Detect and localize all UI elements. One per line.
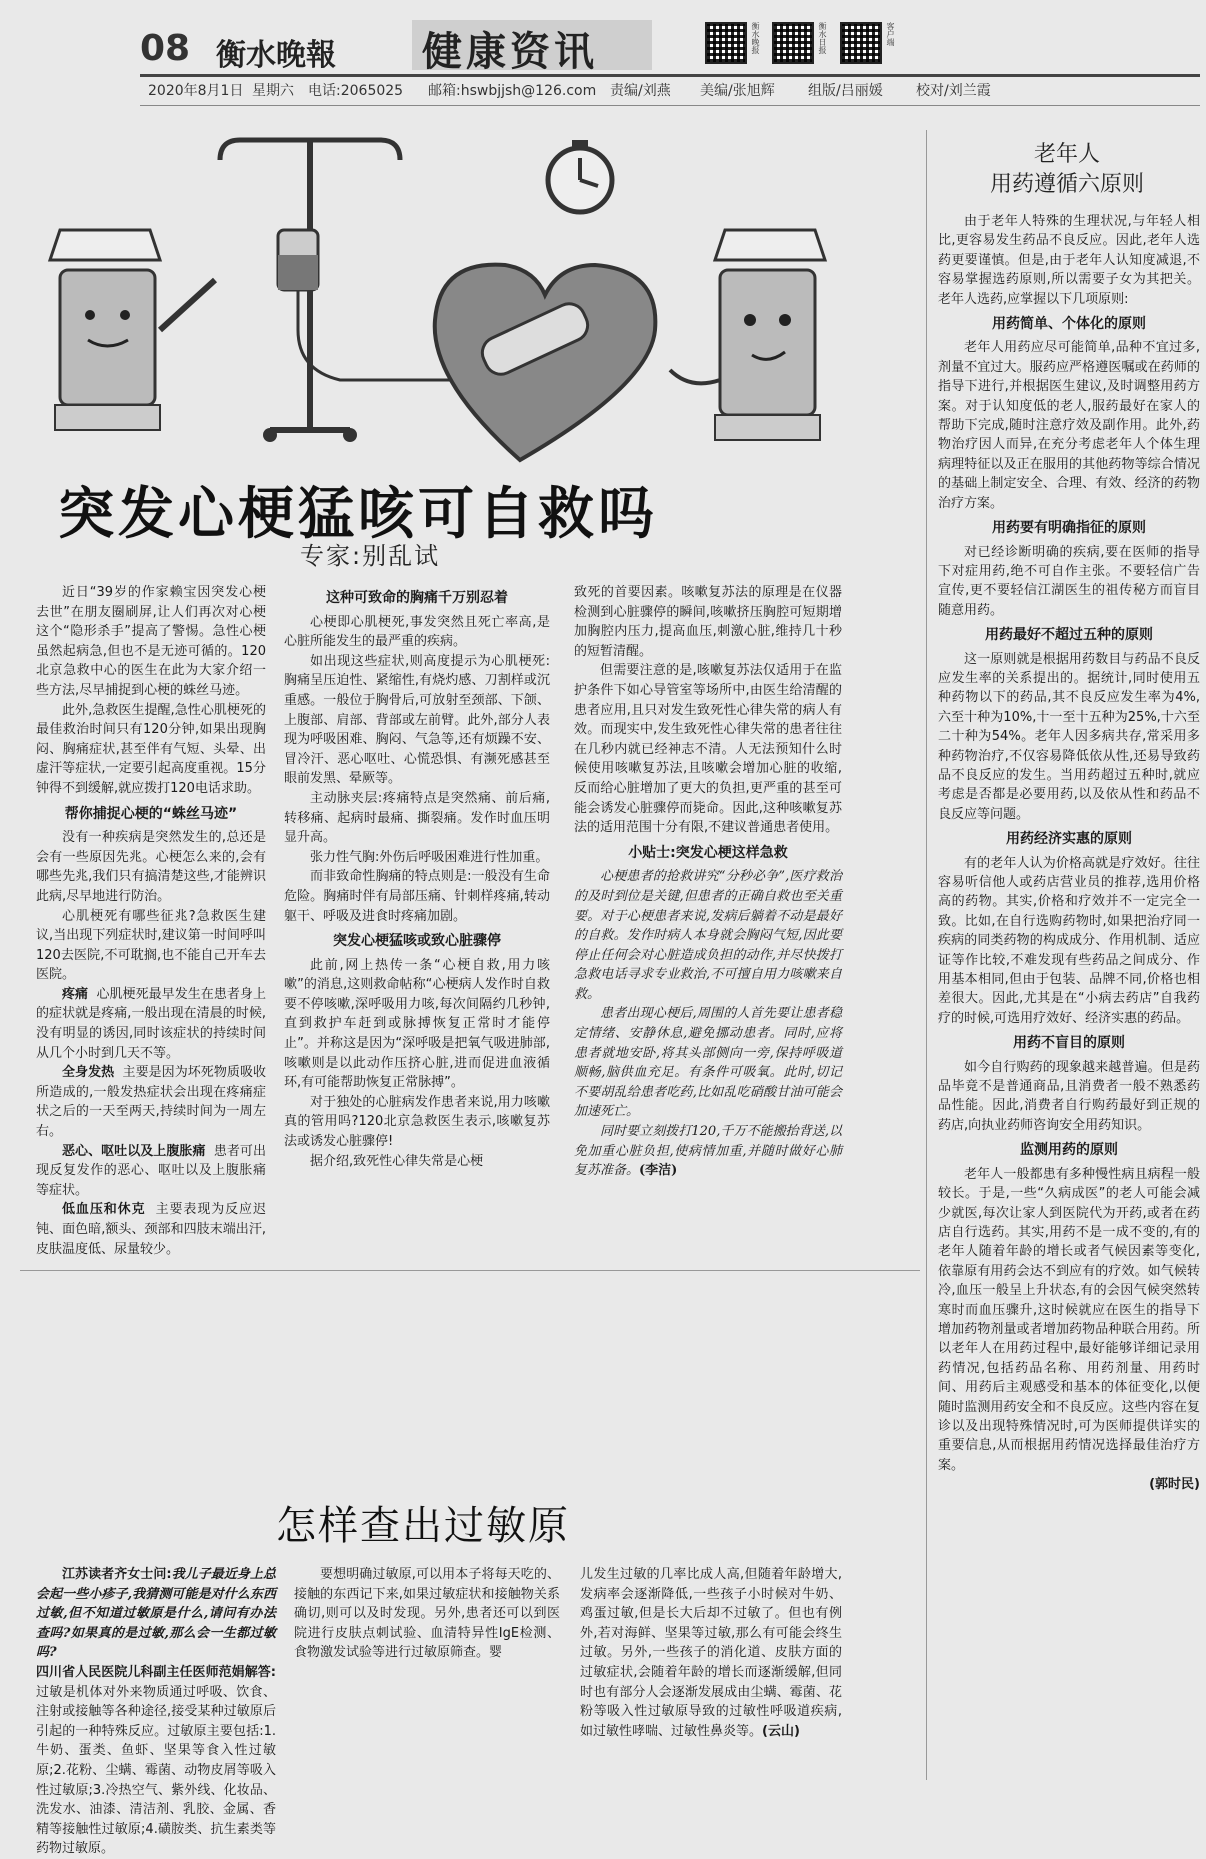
paragraph: 由于老年人特殊的生理状况,与年轻人相比,更容易发生药品不良反应。因此,老年人选药更要谨慎。但是,由于老年人认知度减退,不容易掌握选药原则,所以需要子女为其把关。老年人选药,应掌握以下几项原则:	[938, 214, 1200, 307]
answer-text: 过敏是机体对外来物质通过呼吸、饮食、注射或接触等各种途径,接受某种过敏原后引起的一种特殊反应。过敏原主要包括:1.牛奶、蛋类、鱼虾、坚果等食入性过敏原;2.花粉、尘螨、霉菌、动物皮屑等吸入性过敏原;3.冷热空气、紫外线、化妆品、洗发水、油漆、清洁剂、乳胶、金属、香精等接触性过敏原;4.磺胺类、抗生素类等药物过敏原。	[36, 1684, 276, 1857]
qr-label: 客户端	[886, 22, 895, 46]
question-asker: 江苏读者齐女士问:	[62, 1567, 172, 1582]
email: 邮箱:hswbjjsh@126.com	[428, 83, 597, 99]
article3-column-3	[580, 1565, 842, 1741]
symptom-text: 主要表现为反应迟钝、面色暗,额头、颈部和四肢末端出汗,皮肤温度低、尿量较少。	[36, 1202, 266, 1257]
symptom-label: 低血压和休克	[62, 1202, 146, 1218]
subheading: 用药经济实惠的原则	[1006, 831, 1132, 848]
paragraph: 要想明确过敏原,可以用本子将每天吃的、接触的东西记下来,如果过敏症状和接触物关系确切,则可以及时发现。另外,患者还可以到医院进行皮肤点刺试验、血清特异性IgE检测、食物激发试验等进行过敏原筛查。婴	[294, 1567, 560, 1661]
section-title: 健康资讯	[422, 29, 598, 75]
subheading: 用药简单、个体化的原则	[992, 316, 1146, 333]
article2-title-line-2: 用药遵循六原则	[989, 172, 1144, 197]
symptom-label: 疼痛	[62, 986, 89, 1002]
paragraph: 对于独处的心脏病发作患者来说,用力咳嗽真的管用吗?120北京急救医生表示,咳嗽复苏法或诱发心脏骤停!	[284, 1094, 550, 1150]
qr-code-icon	[772, 22, 814, 64]
symptom-item	[36, 1200, 266, 1259]
paragraph: 而非致命性胸痛的特点则是:一般没有生命危险。胸痛时伴有局部压痛、针刺样疼痛,转动躯干、呼吸及进食时疼痛加剧。	[284, 869, 550, 924]
paragraph: 没有一种疾病是突然发生的,总还是会有一些原因先兆。心梗怎么来的,会有哪些先兆,我们只有搞清楚这些,才能辨识此病,尽早地进行防治。	[36, 830, 266, 904]
article1-column-3	[574, 583, 842, 1181]
issue-weekday: 星期六	[252, 83, 294, 99]
clock-icon	[548, 140, 612, 212]
tip-paragraph: 同时要立刻拨打120,千万不能搬抬背送,以免加重心脏负担,使病情加重,并随时做好心肺复苏准备。(李洁)	[574, 1124, 842, 1179]
heart-bandage-icon	[435, 265, 656, 460]
symptom-item	[36, 1142, 266, 1201]
paragraph: 主动脉夹层:疼痛特点是突然痛、前后痛,转移痛、起病时最痛、撕裂痛。发作时血压明显升高。	[284, 790, 550, 846]
article2-body	[938, 212, 1200, 1495]
article2-title-line-1: 老年人	[1033, 142, 1100, 167]
paragraph: 有的老年人认为价格高就是疗效好。往往容易听信他人或药店营业员的推荐,选用价格高的药物。其实,价格和疗效并不一定完全一致。比如,在自行选购药物时,如果把治疗同一疾病的同类药物的构成成分、作用机制、适应证等作比较,不难发现有些药品之间成分、作用基本相同,但由于包装、品牌不同,价格也相差很大。因此,尤其是在“小病去药店”自我药疗的时候,可选用疗效好、经济实惠的药品。	[938, 855, 1200, 1026]
tip-paragraph: 患者出现心梗后,周围的人首先要让患者稳定情绪、安静休息,避免挪动患者。同时,应将患者就地安卧,将其头部侧向一旁,保持呼吸道顺畅,脑供血充足。有条件可吸氧。此时,切记不要胡乱给患者吃药,比如乱吃硝酸甘油可能会加速死亡。	[574, 1006, 842, 1120]
paragraph: 心梗即心肌梗死,事发突然且死亡率高,是心脏所能发生的最严重的疾病。	[284, 614, 550, 650]
article2-title	[936, 140, 1198, 200]
doctor-figure-icon	[670, 230, 825, 440]
paragraph: 老年人一般都患有多种慢性病且病程一般较长。于是,一些“久病成医”的老人可能会减少就医,每次让家人到医院代为开药,或者在药店自行选药。其实,用药不是一成不变的,有的老年人随着年龄的增长或者气候因素等变化,依靠原有用药会达不到应有的疗效。如气候转冷,血压一般呈上升状态,有的会因气候突然转寒时而血压骤升,这时候就应在医生的指导下增加药物剂量或者增加药物品种联合用药。所以老年人在用药过程中,最好能够详细记录用药情况,包括药品名称、用药剂量、用药时间、用药后主观感受和基本的体征变化,以便随时监测用药安全和不良反应。这些内容在复诊以及出现特殊情况时,可为医师提供详实的重要信息,从而根据用药情况选择最佳治疗方案。	[938, 1166, 1200, 1473]
paragraph: 近日“39岁的作家赖宝因突发心梗去世”在朋友圈刷屏,让人们再次对心梗这个“隐形杀手”提高了警惕。急性心梗虽然起病急,但也不是无迹可循的。120北京急救中心的医生在此为大家介绍一些方法,尽早捕捉到心梗的蛛丝马迹。	[36, 585, 266, 698]
symptom-text: 主要是因为坏死物质吸收所造成的,一般发热症状会出现在疼痛症状之后的一天至两天,持续时间为一周左右。	[36, 1065, 266, 1140]
article1-title: 突发心梗猛咳可自救吗	[58, 482, 658, 547]
info-bar	[140, 74, 1200, 106]
doctor-figure-icon	[50, 230, 215, 430]
article1-subtitle: 专家:别乱试	[300, 542, 441, 570]
subheading: 用药不盲目的原则	[1013, 1035, 1125, 1052]
paragraph: 如出现这些症状,则高度提示为心肌梗死:胸痛呈压迫性、紧缩性,有烧灼感、刀割样或沉重感。一般位于胸骨后,可放射至颈部、下颌、上腹部、肩部、背部或左前臂。此外,部分人表现为呼吸困难、胸闷、气急等,还有烦躁不安、冒冷汗、恶心呕吐、心慌恐惧、有濒死感甚至眼前发黑、晕厥等。	[284, 653, 550, 787]
tip-paragraph: 心梗患者的抢救讲究“分秒必争”,医疗救治的及时到位是关键,但患者的正确自救也至关重要。对于心梗患者来说,发病后躺着不动是最好的自救。发作时病人本身就会胸闷气短,因此要停止任何会对心脏造成负担的动作,并尽快拨打急救电话寻求专业救治,不可擅自用力咳嗽来自救。	[574, 869, 842, 1002]
paragraph: 此前,网上热传一条“心梗自救,用力咳嗽”的消息,这则救命帖称“心梗病人发作时自救要不停咳嗽,深呼吸用力咳,每次间隔约几秒钟,直到救护车赶到或脉搏恢复正常时才能停止”。并称这是因为“深呼吸是把氧气吸进肺部,咳嗽则是以此动作压挤心脏,进而促进血液循环,有可能帮助恢复正常脉搏”。	[284, 957, 550, 1091]
symptom-label: 全身发热	[62, 1065, 115, 1081]
page-number: 08	[140, 28, 191, 69]
layout-editor: 组版/吕丽媛	[808, 83, 883, 99]
symptom-text: 心肌梗死最早发生在患者身上的症状就是疼痛,一般出现在清晨的时候,没有明显的诱因,同时该症状的持续时间从几个小时到几天不等。	[36, 986, 266, 1061]
qr-label: 衡水晚报	[751, 22, 760, 54]
paragraph: 但需要注意的是,咳嗽复苏法仅适用于在监护条件下如心导管室等场所中,由医生给清醒的患者应用,且只对发生致死性心律失常的病人有效。而现实中,发生致死性心律失常的患者往往在几秒内就已经神志不清。人无法预知什么时候使用咳嗽复苏法,且咳嗽会增加心脏的收缩,反而给心脏增加了更大的负担,更严重的甚至可能会诱发心脏骤停而毙命。因此,这种咳嗽复苏法的适用范围十分有限,不建议普通患者使用。	[574, 663, 842, 836]
article3-column-2	[294, 1565, 560, 1663]
paragraph: 儿发生过敏的几率比成人高,但随着年龄增大,发病率会逐渐降低,一些孩子小时候对牛奶、鸡蛋过敏,但是长大后却不过敏了。但也有例外,若对海鲜、坚果等过敏,那么有可能会终生过敏。另外,一些孩子的消化道、皮肤方面的过敏症状,会随着年龄的增长而逐渐缓解,但同时也有部分人会逐渐发展成由尘螨、霉菌、花粉等吸入性过敏原导致的过敏性呼吸道疾病,如过敏性哮喘、过敏性鼻炎等。	[580, 1567, 842, 1739]
paragraph: 老年人用药应尽可能简单,品种不宜过多,剂量不宜过大。服药应严格遵医嘱或在药师的指导下进行,并根据医生建议,及时调整用药方案。对于认知度低的老人,服药最好在家人的帮助下完成,随时注意疗效及副作用。此外,药物治疗因人而异,在充分考虑老年人个体生理病理特征以及正在服用的其他药物等综合情况的基础上制定安全、合理、有效、经济的药物治疗方案。	[938, 340, 1200, 511]
subheading: 用药最好不超过五种的原则	[985, 627, 1153, 644]
paragraph: 致死的首要因素。咳嗽复苏法的原理是在仪器检测到心脏骤停的瞬间,咳嗽挤压胸腔可短期增加胸腔内压力,提高血压,刺激心脏,维持几十秒的短暂清醒。	[574, 585, 842, 659]
newspaper-name: 衡水晚報	[216, 38, 336, 73]
question-text: 我儿子最近身上总会起一些小疹子,我猜测可能是对什么东西过敏,但不知道过敏原是什么,请问有办法查吗?如果真的是过敏,那么会一生都过敏吗?	[36, 1567, 276, 1661]
paragraph: 对已经诊断明确的疾病,要在医师的指导下对症用药,绝不可自作主张。不要轻信广告宣传,更不要轻信江湖医生的祖传秘方而盲目随意用药。	[938, 544, 1200, 618]
tip-title: 小贴士:突发心梗这样急救	[628, 844, 788, 861]
paragraph: 此外,急救医生提醒,急性心肌梗死的最佳救治时间只有120分钟,如果出现胸闷、胸痛症状,甚至伴有气短、头晕、出虚汗等症状,一定要引起高度重视。15分钟得不到缓解,就应拨打120电话求助。	[36, 702, 266, 796]
subheading: 监测用药的原则	[1020, 1142, 1118, 1159]
answer-doctor: 四川省人民医院儿科副主任医师范娟解答:	[36, 1664, 276, 1680]
symptom-item	[36, 985, 266, 1063]
article3-column-1	[36, 1565, 276, 1859]
byline: (李洁)	[639, 1163, 678, 1179]
byline: (云山)	[762, 1723, 800, 1739]
illustration	[40, 130, 860, 470]
tip-box	[574, 867, 842, 1181]
issue-date: 2020年8月1日	[148, 83, 244, 99]
article1-column-2	[284, 583, 550, 1171]
qr-code-icon	[840, 22, 882, 64]
iv-drip-icon	[220, 140, 460, 442]
symptom-text: 患者可出现反复发作的恶心、呕吐以及上腹胀痛等症状。	[36, 1143, 266, 1198]
paragraph: 心肌梗死有哪些征兆?急救医生建议,当出现下列症状时,建议第一时间呼叫120去医院,不可耽搁,也不能自己开车去医院。	[36, 908, 266, 983]
qr-code-icon	[705, 22, 747, 64]
symptom-label: 恶心、呕吐以及上腹胀痛	[62, 1143, 206, 1159]
paragraph: 据介绍,致死性心律失常是心梗	[310, 1153, 484, 1169]
proofreader: 校对/刘兰霞	[916, 83, 991, 99]
paragraph: 如今自行购药的现象越来越普遍。但是药品毕竟不是普通商品,且消费者一般不熟悉药品性能。因此,消费者自行购药最好到正规的药店,向执业药师咨询安全用药知识。	[938, 1059, 1200, 1133]
paragraph: 这一原则就是根据用药数目与药品不良反应发生率的关系提出的。据统计,同时使用五种药物以下的药品,其不良反应发生率为4%,六至十种为10%,十一至十五种为25%,十六至二十种为54%。老年人因多病共存,常采用多种药物治疗,不仅容易降低依从性,还易导致药品不良反应的发生。当用药超过五种时,就应考虑是否都是必要用药,以及依从性和药品不良反应等问题。	[938, 651, 1200, 822]
article1-column-1	[36, 583, 266, 1259]
designer: 美编/张旭辉	[700, 83, 775, 99]
subheading: 这种可致命的胸痛千万别忍着	[326, 590, 508, 606]
qr-label: 衡水日报	[818, 22, 827, 54]
paragraph: 张力性气胸:外伤后呼吸困难进行性加重。	[310, 849, 549, 865]
subheading: 帮你捕捉心梗的“蛛丝马迹”	[64, 805, 238, 822]
subheading: 突发心梗猛咳或致心脏骤停	[333, 933, 501, 950]
byline: (郭时民)	[1149, 1477, 1200, 1493]
subheading: 用药要有明确指征的原则	[992, 520, 1146, 537]
section-rule	[20, 1270, 920, 1271]
symptom-item	[36, 1063, 266, 1141]
column-rule	[926, 130, 927, 1780]
phone: 电话:2065025	[308, 83, 404, 99]
article3-title: 怎样查出过敏原	[276, 1503, 570, 1549]
editor: 责编/刘燕	[610, 83, 671, 99]
